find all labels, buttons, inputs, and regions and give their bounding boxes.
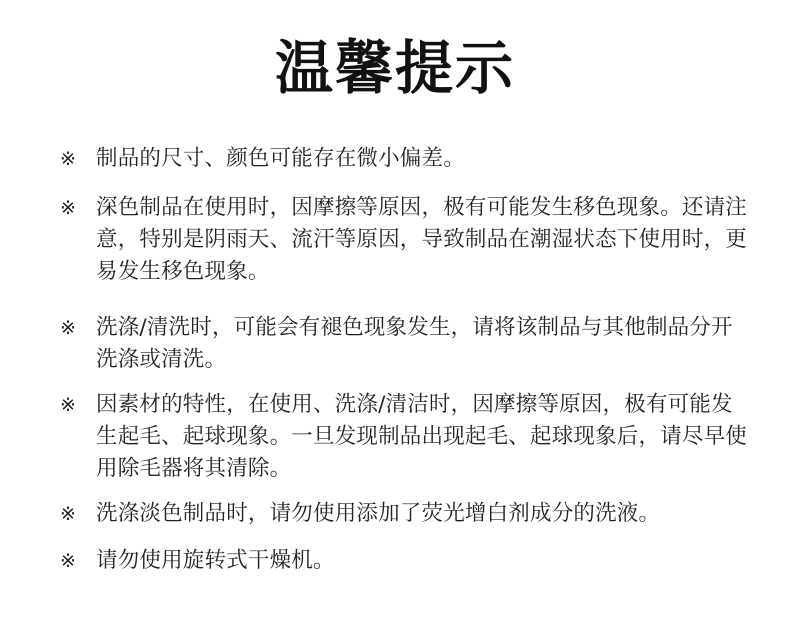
page-title: 温馨提示 bbox=[274, 34, 515, 102]
notice-text: 洗涤/清洗时，可能会有褪色现象发生，请将该制品与其他制品分开洗涤或清洗。 bbox=[96, 315, 733, 372]
notice-text: 因素材的特性，在使用、洗涤/清洁时，因摩擦等原因，极有可能发生起毛、起球现象。一旦发现制品出现起毛、起球现象后，请尽早使用除毛器将其清除。 bbox=[96, 392, 748, 481]
reference-mark: ※ bbox=[60, 197, 76, 219]
notice-item bbox=[60, 498, 750, 530]
notice-text: 深色制品在使用时，因摩擦等原因，极有可能发生移色现象。还请注意，特别是阴雨天、流汗等原因，导致制品在潮湿状态下使用时，更易发生移色现象。 bbox=[96, 195, 748, 284]
notice-item bbox=[60, 312, 750, 376]
notice-item bbox=[60, 389, 750, 485]
reference-mark: ※ bbox=[60, 503, 76, 525]
notice-text: 制品的尺寸、颜色可能存在微小偏差。 bbox=[96, 146, 465, 171]
reference-mark: ※ bbox=[60, 317, 76, 339]
notice-text: 请勿使用旋转式干燥机。 bbox=[96, 548, 335, 573]
reference-mark: ※ bbox=[60, 550, 76, 572]
reference-mark: ※ bbox=[60, 394, 76, 416]
reference-mark: ※ bbox=[60, 148, 76, 170]
notice-item bbox=[60, 192, 750, 288]
notice-item bbox=[60, 545, 750, 577]
notice-item bbox=[60, 143, 750, 175]
notice-text: 洗涤淡色制品时，请勿使用添加了荧光增白剂成分的洗液。 bbox=[96, 501, 661, 526]
